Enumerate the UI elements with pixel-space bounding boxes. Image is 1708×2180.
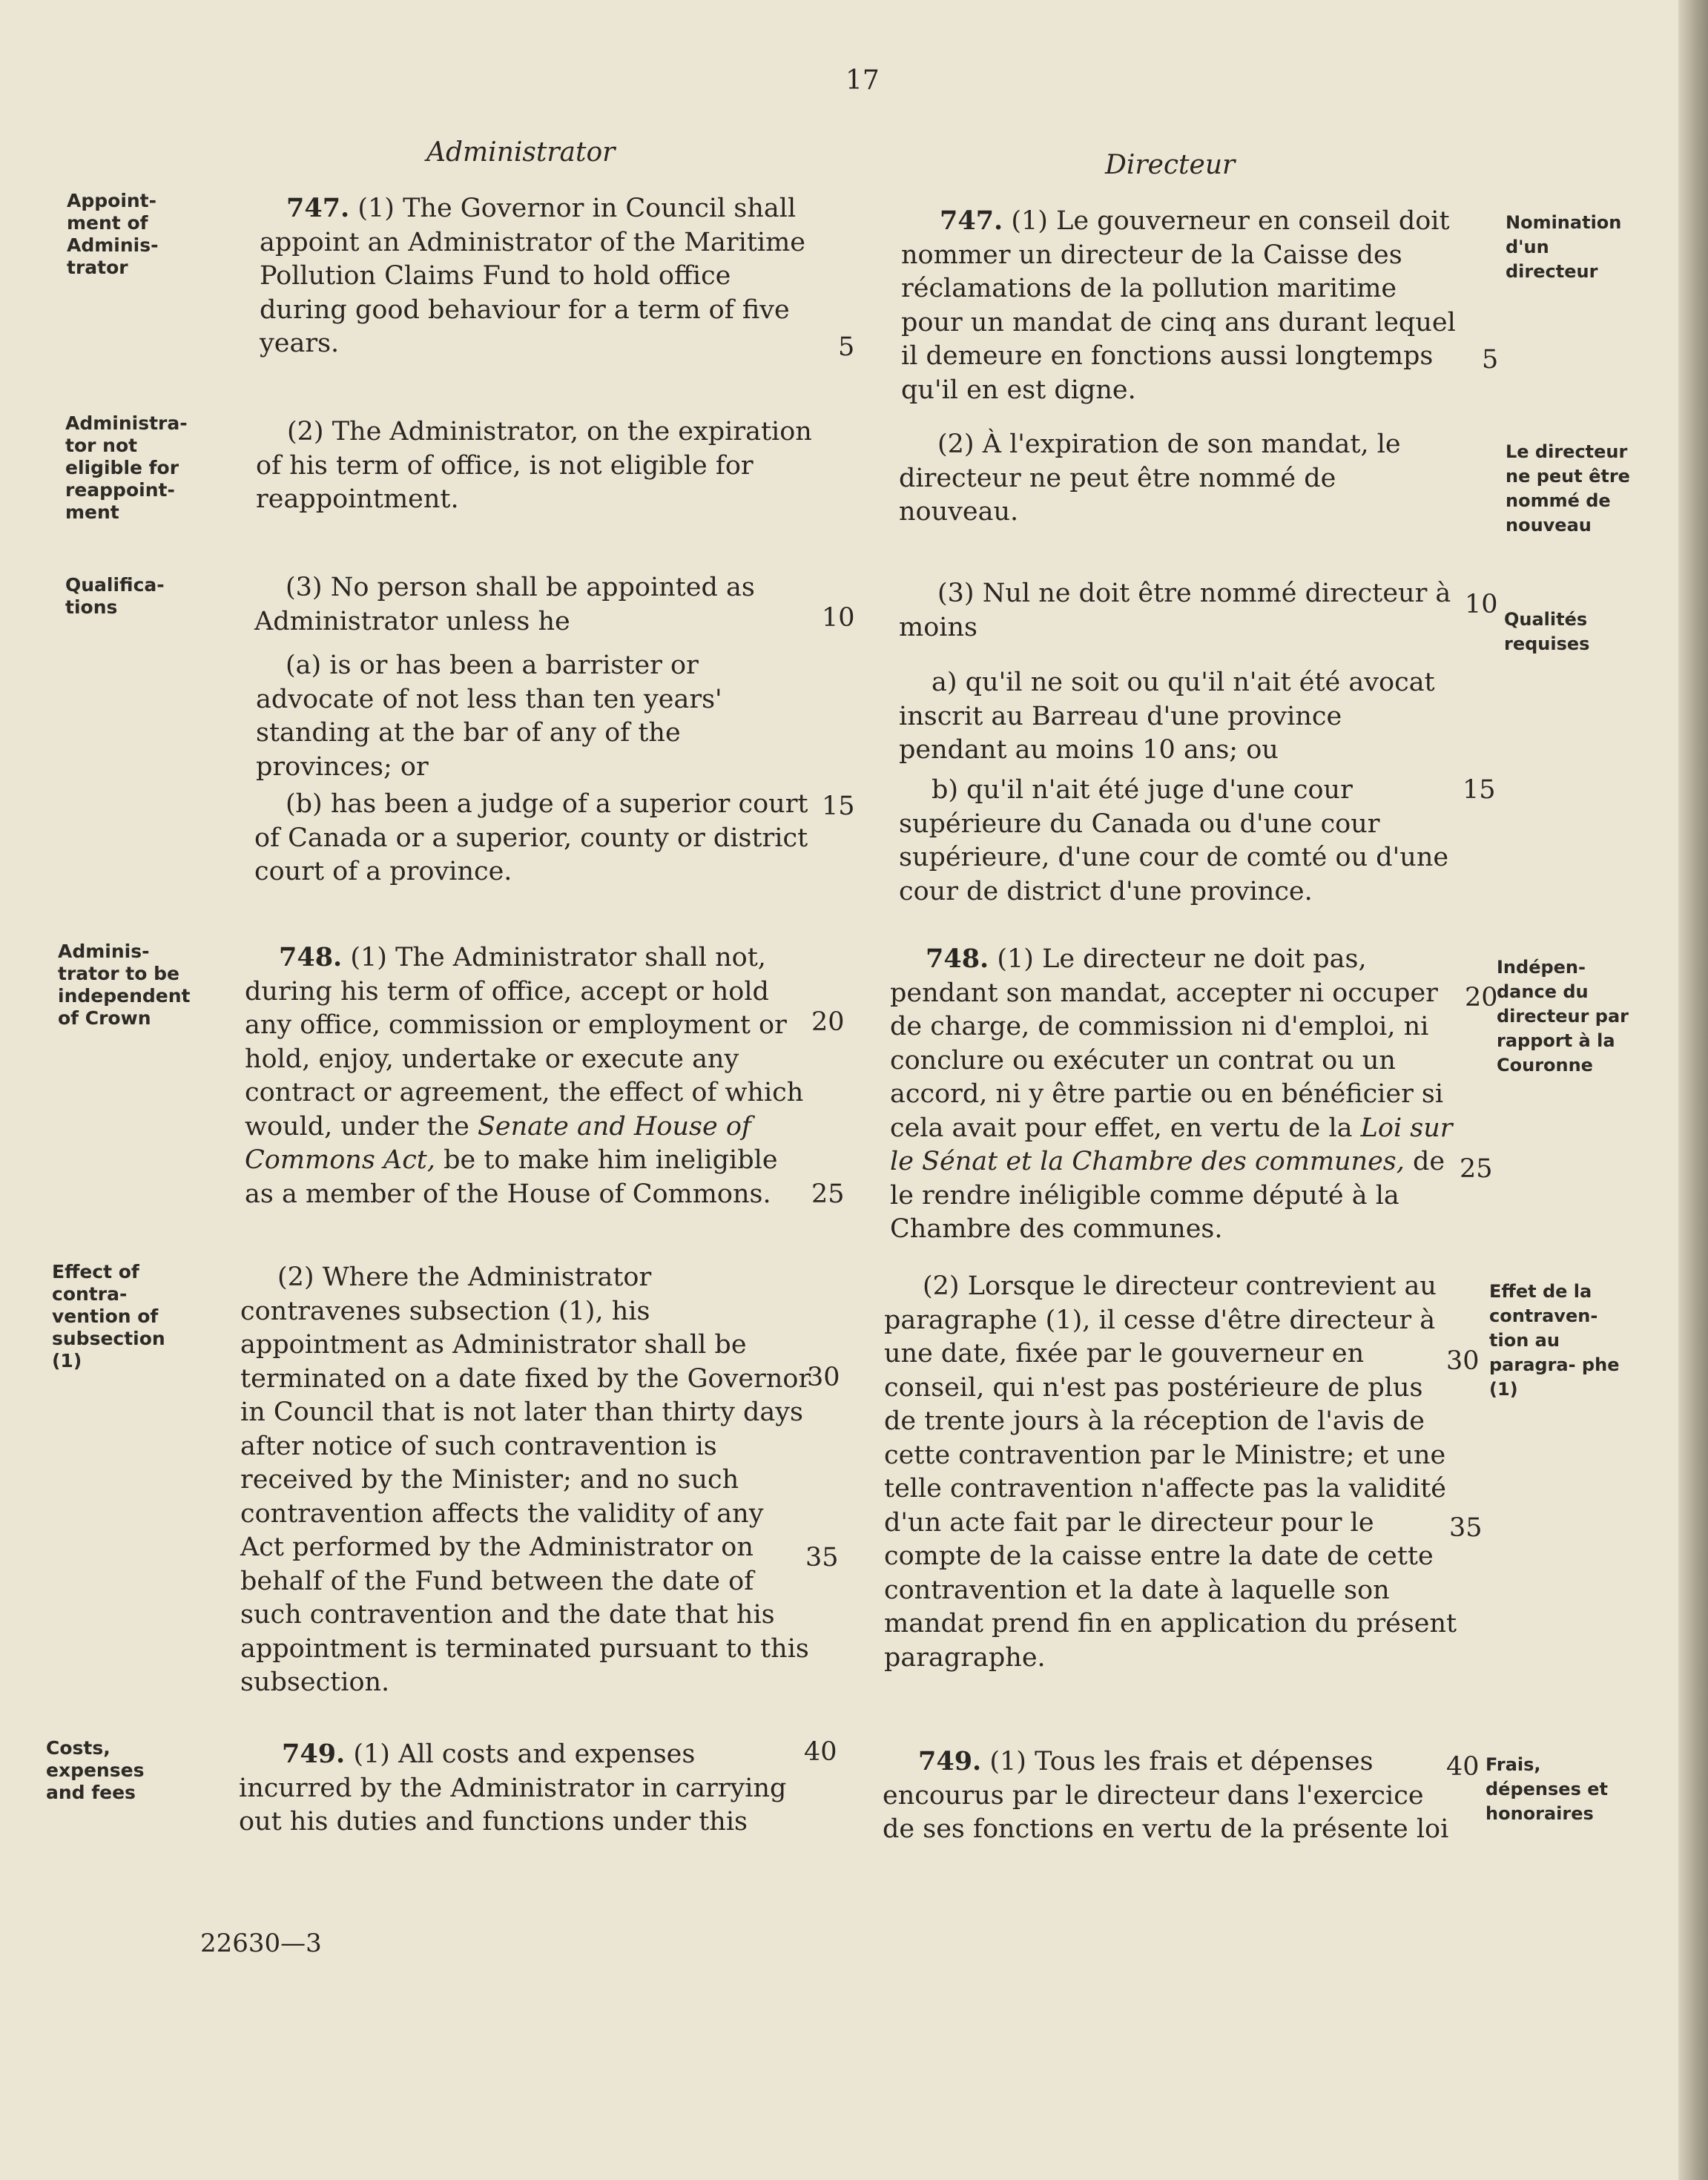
margin-note-en-appointment: Appoint- ment of Adminis- trator: [67, 190, 159, 278]
fr-s747-2: (2) À l'expiration de son mandat, le directeur ne peut être nommé de nouveau.: [899, 429, 1401, 527]
line-number-en: 35: [805, 1543, 839, 1573]
en-s747-3b: (b) has been a judge of a superior court of Canada or a superior, county or district court of a province.: [254, 789, 808, 886]
line-number-fr: 10: [1465, 590, 1498, 619]
section-number: 749.: [918, 1746, 982, 1776]
line-number-en: 5: [838, 332, 855, 362]
margin-note-en-costs: Costs, expenses and fees: [46, 1737, 145, 1803]
line-number-en: 30: [807, 1363, 840, 1392]
en-s747-1: 747. (1) The Governor in Council shall appoint an Administrator of the Maritime Pollution Claims Fund to hold office during good behaviour for a term of five years.: [260, 193, 806, 358]
page-number: 17: [845, 65, 880, 96]
section-number: 747.: [940, 205, 1003, 236]
fr-s747-3b: b) qu'il n'ait été juge d'une cour supérieure du Canada ou d'une cour supérieure, d'une cour de comté ou d'une cour de district d'une province.: [899, 775, 1449, 906]
line-number-en: 25: [811, 1179, 845, 1209]
line-number-fr: 25: [1460, 1154, 1493, 1184]
margin-note-fr-costs: Frais, dépenses et honoraires: [1486, 1754, 1608, 1824]
english-heading: Administrator: [426, 137, 616, 168]
en-s748-1: 748. (1) The Administrator shall not, during his term of office, accept or hold any office, commission or employment or hold, enjoy, undertake or execute any contract or agreement, the effect of which would, under the Senate and House of Commons Act, be to make him ineligible as a member of the House of Commons.: [245, 942, 804, 1209]
margin-note-fr-not-eligible: Le directeur ne peut être nommé de nouveau: [1506, 441, 1630, 536]
margin-note-en-qualifications: Qualifica- tions: [65, 574, 165, 618]
fr-s748-2: (2) Lorsque le directeur contrevient au paragraphe (1), il cesse d'être directeur à une date, fixée par le gouverneur en conseil, qui n'est pas postérieure de plus de trente jours à la réception de l'avis de cette contravention par le Ministre; et une telle contravention n'affecte pas la validité d'un acte fait par le directeur pour le compte de la caisse entre la date de cette contravention et la date à laquelle son mandat prend fin en application du présent paragraphe.: [884, 1271, 1457, 1673]
line-number-fr: 5: [1482, 345, 1499, 375]
section-number: 747.: [286, 193, 350, 223]
line-number-en: 20: [811, 1007, 845, 1037]
en-s748-2: (2) Where the Administrator contravenes subsection (1), his appointment as Administrator shall be terminated on a date fixed by the Governor in Council that is not later than thirty days after notice of such contravention is received by the Minister; and no such contravention affects the validity of any Act performed by the Administrator on behalf of the Fund between the date of such contravention and the date that his appointment is terminated pursuant to this subsection.: [240, 1262, 811, 1697]
section-number: 748.: [279, 942, 343, 972]
fr-s748-1: 748. (1) Le directeur ne doit pas, pendant son mandat, accepter ni occuper de charge, de commission ni d'emploi, ni conclure ou exécuter un contrat ou un accord, ni y être partie ou en bénéficier si cela avait pour effet, en vertu de la Loi sur le Sénat et la Chambre des communes, de le rendre inéligible comme député à la Chambre des communes.: [890, 944, 1453, 1244]
footer-print-code: 22630—3: [200, 1929, 322, 1958]
line-number-en: 15: [822, 791, 855, 821]
section-number: 749.: [282, 1739, 346, 1769]
line-number-fr: 40: [1446, 1752, 1480, 1782]
margin-note-fr-nomination: Nomination d'un directeur: [1506, 212, 1622, 282]
page-edge-shadow: [1678, 0, 1708, 2180]
margin-note-en-independent: Adminis- trator to be independent of Crown: [58, 941, 191, 1029]
margin-note-en-not-eligible: Administra- tor not eligible for reappoint- ment: [65, 412, 188, 523]
line-number-en: 40: [804, 1737, 837, 1767]
french-heading: Directeur: [1105, 150, 1236, 180]
fr-s749-1: 749. (1) Tous les frais et dépenses encourus par le directeur dans l'exercice de ses fonctions en vertu de la présente loi: [883, 1746, 1449, 1844]
en-s747-2: (2) The Administrator, on the expiration of his term of office, is not eligible for reappointment.: [256, 417, 812, 514]
en-s747-3a: (a) is or has been a barrister or advocate of not less than ten years' standing at the bar of any of the provinces; or: [256, 651, 722, 782]
line-number-fr: 35: [1449, 1513, 1483, 1543]
margin-note-fr-independence: Indépen- dance du directeur par rapport à la Couronne: [1497, 957, 1629, 1076]
en-s747-3: (3) No person shall be appointed as Administrator unless he: [254, 573, 755, 636]
margin-note-en-contravention: Effect of contra- vention of subsection (1): [52, 1261, 165, 1371]
fr-s747-3a: a) qu'il ne soit ou qu'il n'ait été avocat inscrit au Barreau d'une province pendant au moins 10 ans; ou: [899, 668, 1435, 765]
line-number-fr: 30: [1446, 1346, 1480, 1376]
section-number: 748.: [926, 944, 989, 974]
line-number-en: 10: [822, 603, 855, 633]
fr-s747-1: 747. (1) Le gouverneur en conseil doit nommer un directeur de la Caisse des réclamations de la pollution maritime pour un mandat de cinq ans durant lequel il demeure en fonctions aussi longtemps qu'il en est digne.: [901, 205, 1456, 405]
line-number-fr: 15: [1463, 775, 1496, 805]
margin-note-fr-qualifications: Qualités requises: [1504, 609, 1590, 654]
fr-s747-3: (3) Nul ne doit être nommé directeur à moins: [899, 579, 1451, 642]
en-s749-1: 749. (1) All costs and expenses incurred by the Administrator in carrying out his duties and functions under this: [239, 1739, 787, 1837]
line-number-fr: 20: [1465, 983, 1498, 1012]
margin-note-fr-contravention: Effet de la contraven- tion au paragra- phe (1): [1489, 1281, 1620, 1400]
